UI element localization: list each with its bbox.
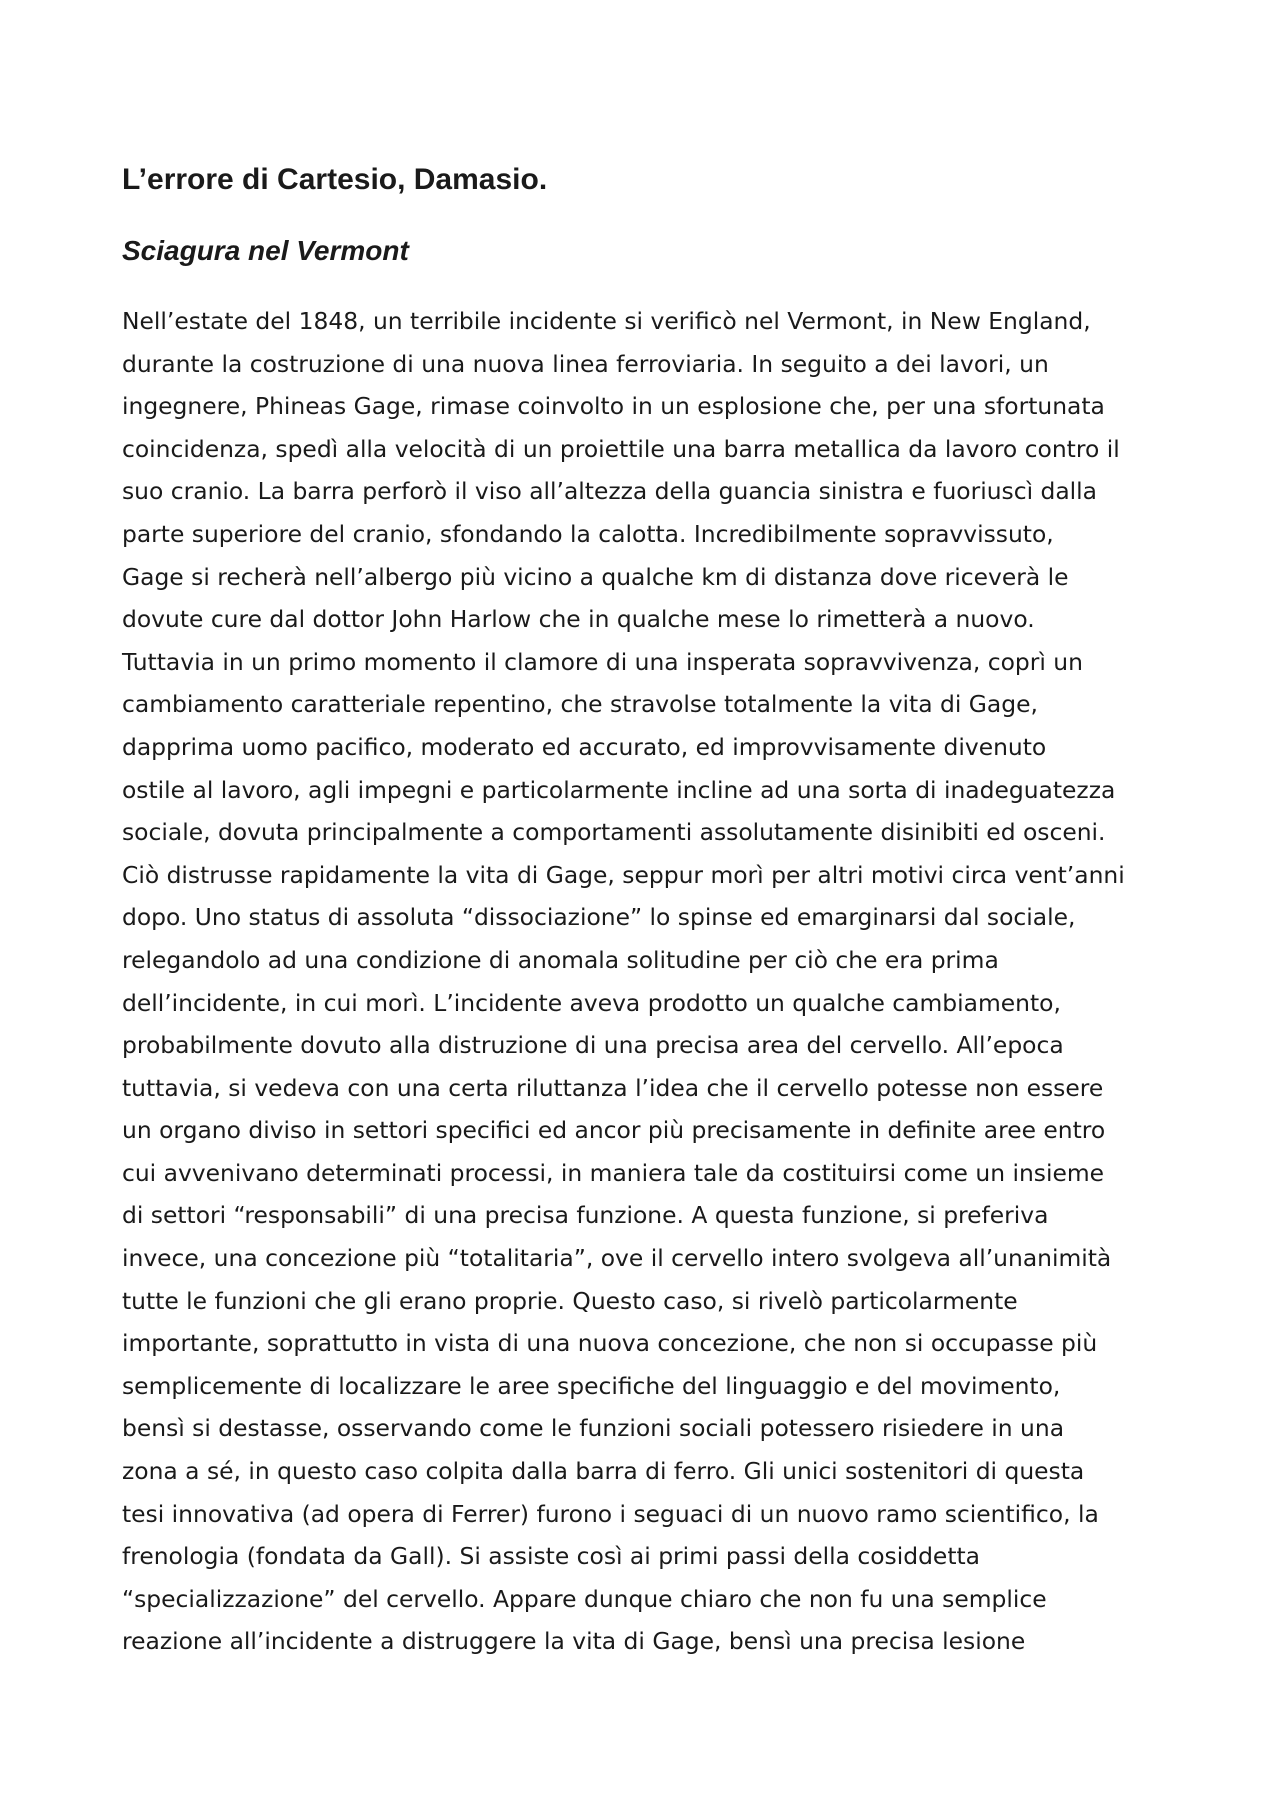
section-heading: Sciagura nel Vermont [122,235,409,266]
paragraph-line: dell’incidente, in cui morì. L’incidente aveva prodotto un qualche cambiamento, [122,988,1061,1017]
paragraph-line: un organo diviso in settori specifici ed ancor più precisamente in definite aree entro [122,1116,1106,1145]
paragraph-line: bensì si destasse, osservando come le funzioni sociali potessero risiedere in una [122,1414,1065,1443]
paragraph-line: dovute cure dal dottor John Harlow che in qualche mese lo rimetterà a nuovo. [122,605,1035,634]
paragraph-line: dopo. Uno status di assoluta “dissociazione” lo spinse ed emarginarsi dal sociale, [122,903,1076,932]
paragraph-line: frenologia (fondata da Gall). Si assiste così ai primi passi della cosiddetta [122,1542,980,1571]
paragraph-line: “specializzazione” del cervello. Appare dunque chiaro che non fu una semplice [122,1584,1047,1613]
paragraph-line: suo cranio. La barra perforò il viso all’altezza della guancia sinistra e fuoriuscì dalla [122,477,1098,506]
page-title: L’errore di Cartesio, Damasio. [122,163,548,196]
paragraph-line: semplicemente di localizzare le aree specifiche del linguaggio e del movimento, [122,1371,1061,1400]
paragraph-line: importante, soprattutto in vista di una nuova concezione, che non si occupasse più [122,1329,1098,1358]
paragraph-line: tesi innovativa (ad opera di Ferrer) furono i seguaci di un nuovo ramo scientifico, la [122,1499,1099,1528]
paragraph-line: cui avvenivano determinati processi, in maniera tale da costituirsi come un insieme [122,1158,1105,1187]
paragraph-line: Nell’estate del 1848, un terribile incidente si verificò nel Vermont, in New England, [122,307,1091,335]
paragraph-line: coincidenza, spedì alla velocità di un proiettile una barra metallica da lavoro contro il [122,434,1120,463]
paragraph-line: dapprima uomo pacifico, moderato ed accurato, ed improvvisamente divenuto [122,732,1047,761]
paragraph-line: di settori “responsabili” di una precisa funzione. A questa funzione, si preferiva [122,1201,1049,1230]
body-paragraph [122,300,1182,1663]
paragraph-line: ostile al lavoro, agli impegni e particolarmente incline ad una sorta di inadeguatezza [122,775,1116,804]
paragraph-line: zona a sé, in questo caso colpita dalla barra di ferro. Gli unici sostenitori di questa [122,1457,1085,1486]
paragraph-line: tuttavia, si vedeva con una certa riluttanza l’idea che il cervello potesse non essere [122,1073,1104,1102]
paragraph-line: Gage si recherà nell’albergo più vicino a qualche km di distanza dove riceverà le [122,562,1069,591]
paragraph-line: relegandolo ad una condizione di anomala solitudine per ciò che era prima [122,945,999,974]
paragraph-line: reazione all’incidente a distruggere la vita di Gage, bensì una precisa lesione [122,1627,1026,1656]
paragraph-line: durante la costruzione di una nuova linea ferroviaria. In seguito a dei lavori, un [122,349,1049,378]
paragraph-line: ingegnere, Phineas Gage, rimase coinvolto in un esplosione che, per una sfortunata [122,392,1105,421]
paragraph-line: Tuttavia in un primo momento il clamore di una insperata sopravvivenza, coprì un [122,647,1083,676]
paragraph-line: tutte le funzioni che gli erano proprie. Questo caso, si rivelò particolarmente [122,1286,1018,1315]
paragraph-line: sociale, dovuta principalmente a comportamenti assolutamente disinibiti ed osceni. [122,818,1106,847]
paragraph-line: parte superiore del cranio, sfondando la calotta. Incredibilmente sopravvissuto, [122,519,1054,548]
paragraph-line: cambiamento caratteriale repentino, che stravolse totalmente la vita di Gage, [122,690,1038,719]
paragraph-line: Ciò distrusse rapidamente la vita di Gage, seppur morì per altri motivi circa vent’anni [122,860,1125,889]
paragraph-line: probabilmente dovuto alla distruzione di una precisa area del cervello. All’epoca [122,1031,1064,1060]
paragraph-line: invece, una concezione più “totalitaria”, ove il cervello intero svolgeva all’unanimità [122,1244,1112,1273]
